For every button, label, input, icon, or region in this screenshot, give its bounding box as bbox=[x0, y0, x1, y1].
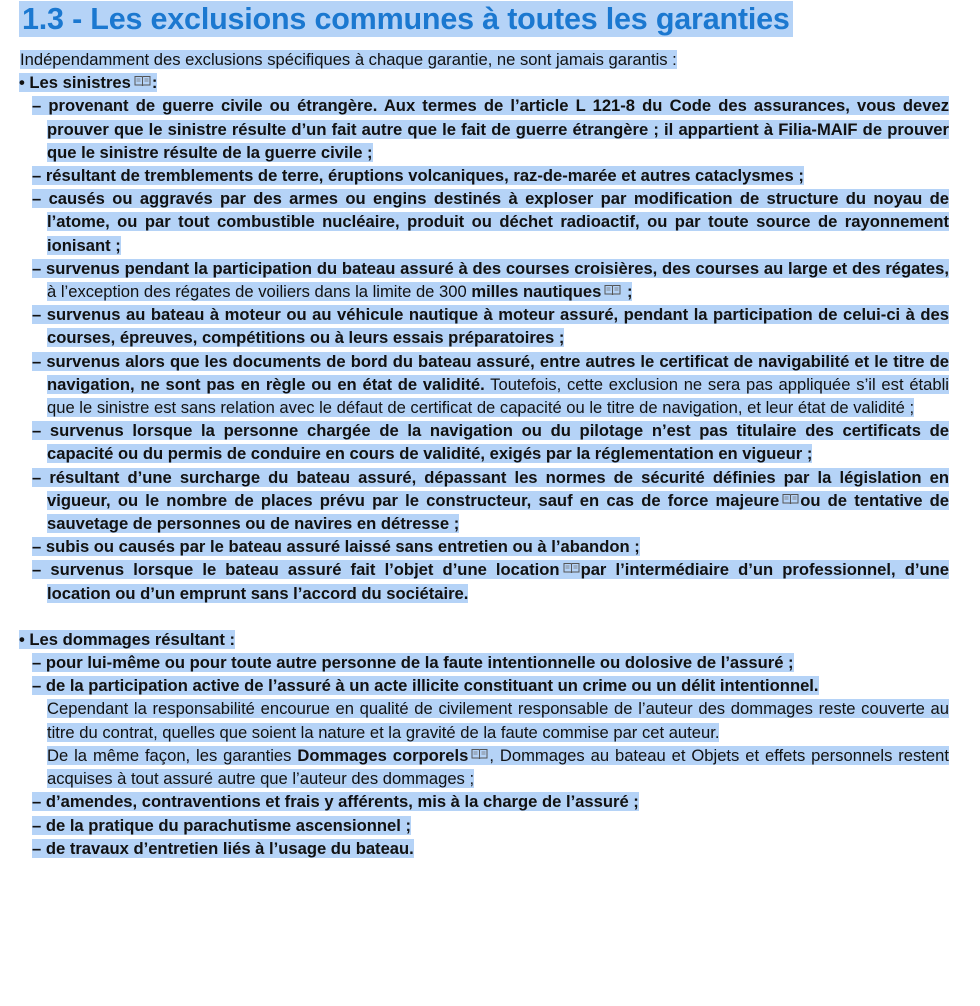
exclusion-item-parachutisme: – de la pratique du parachutisme ascensionnel ; bbox=[32, 815, 411, 835]
exclusion-item-cataclysmes: – résultant de tremblements de terre, éruptions volcaniques, raz-de-marée et autres cataclysmes ; bbox=[32, 166, 804, 186]
exclusion-item-illicite: – de la participation active de l’assuré à un acte illicite constituant un crime ou un délit intentionnel. bbox=[32, 676, 819, 696]
exclusion-item-amendes: – d’amendes, contraventions et frais y afférents, mis à la charge de l’assuré ; bbox=[32, 792, 639, 812]
exclusion-item-regates: – survenus pendant la participation du bateau assuré à des courses croisières, des courses au large et des régates, à l’exception des régates de voiliers dans la limite de 300 milles nautiques ; bbox=[32, 258, 949, 302]
book-icon[interactable] bbox=[782, 493, 799, 505]
section-heading-sinistres: • Les sinistres : bbox=[19, 73, 158, 93]
section-title: 1.3 - Les exclusions communes à toutes les garanties bbox=[19, 1, 793, 37]
exclusion-item-guerre: – provenant de guerre civile ou étrangère. Aux termes de l’article L 121-8 du Code des assurances, vous devez prouver que le sinistre résulte d’un fait autre que le fait de guerre étrangère ; il appartient à Filia-MAIF de prouver que le sinistre résulte de la guerre civile ; bbox=[32, 96, 949, 162]
book-icon[interactable] bbox=[563, 562, 580, 574]
exclusion-item-intention: – pour lui-même ou pour toute autre personne de la faute intentionnelle ou dolosive de l’assuré ; bbox=[32, 653, 794, 673]
exclusion-item-surcharge: – résultant d’une surcharge du bateau assuré, dépassant les normes de sécurité définies par la législation en vigueur, ou le nombre de places prévu par le constructeur, sauf en cas de force majeure ou de tentative de sauvetage de personnes ou de navires en détresse ; bbox=[32, 467, 949, 534]
section-spacer bbox=[19, 605, 949, 628]
paragraph-garanties: De la même façon, les garanties Dommages corporels , Dommages au bateau et Objets et effets personnels restent acquises à tout assuré autre que l’auteur des dommages ; bbox=[47, 745, 949, 789]
exclusion-item-nucleaire: – causés ou aggravés par des armes ou engins destinés à exploser par modification de structure du noyau de l’atome, ou par tout combustible nucléaire, produit ou déchet radioactif, ou par toute source de rayonnement ionisant ; bbox=[32, 189, 949, 255]
book-icon[interactable] bbox=[134, 75, 151, 87]
exclusion-item-documents: – survenus alors que les documents de bord du bateau assuré, entre autres le certificat de navigabilité et le titre de navigation, ne sont pas en règle ou en état de validité. Toutefois, cette exclusion ne sera pas appliquée s’il est établi que le sinistre est sans relation avec le défaut de certificat de capacité ou le titre de navigation, et leur état de validité ; bbox=[32, 351, 949, 418]
paragraph-responsabilite: Cependant la responsabilité encourue en qualité de civilement responsable de l’auteur des dommages reste couverte au titre du contrat, quelles que soient la nature et la gravité de la faute commise par cet auteur. bbox=[47, 699, 949, 742]
book-icon[interactable] bbox=[471, 748, 488, 760]
document-body bbox=[19, 48, 949, 860]
exclusion-item-location: – survenus lorsque le bateau assuré fait l’objet d’une location par l’intermédiaire d’un professionnel, d’une location ou d’un emprunt sans l’accord du sociétaire. bbox=[32, 560, 950, 603]
section-heading-dommages: • Les dommages résultant : bbox=[19, 629, 236, 649]
exclusion-item-capacite: – survenus lorsque la personne chargée de la navigation ou du pilotage n’est pas titulaire des certificats de capacité ou du permis de conduire en cours de validité, exigés par la réglementation en vigueur ; bbox=[32, 421, 949, 464]
exclusion-item-moteur: – survenus au bateau à moteur ou au véhicule nautique à moteur assuré, pendant la participation de celui-ci à des courses, épreuves, compétitions ou à leurs essais préparatoires ; bbox=[32, 305, 949, 348]
book-icon[interactable] bbox=[604, 284, 621, 296]
exclusion-item-abandon: – subis ou causés par le bateau assuré laissé sans entretien ou à l’abandon ; bbox=[32, 537, 640, 557]
exclusion-item-travaux: – de travaux d’entretien liés à l’usage du bateau. bbox=[32, 838, 414, 858]
intro-text: Indépendamment des exclusions spécifiques à chaque garantie, ne sont jamais garantis : bbox=[20, 50, 677, 69]
